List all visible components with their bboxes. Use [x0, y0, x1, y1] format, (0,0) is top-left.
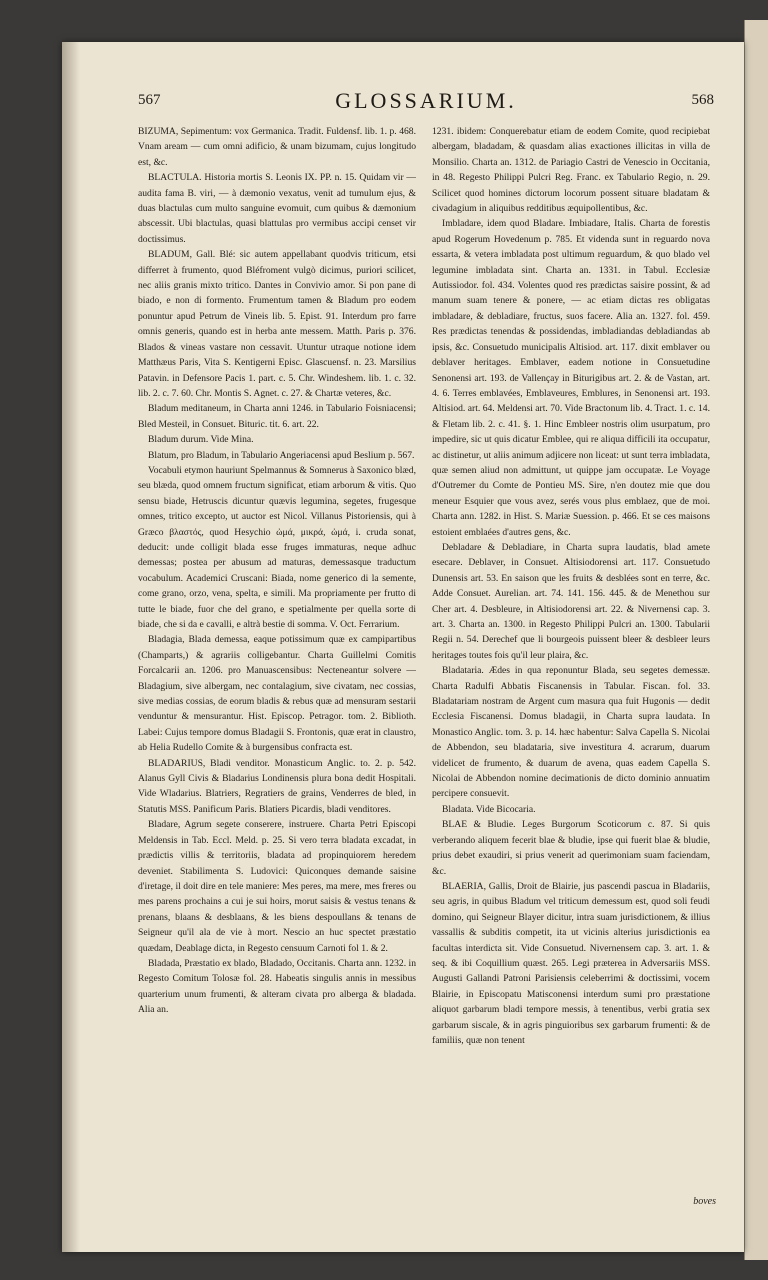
entry-bizuma: BIZUMA, Sepimentum: vox Germanica. Tradit. Fuldensf. lib. 1. p. 468. Vnam aream — cum omni adificio, & unam bizumam, cujus longitudo est, &c.: [138, 126, 416, 168]
right-column: [432, 124, 710, 1224]
entry-imbladare: Imbladare, idem quod Bladare. Imbiadare, Italis. Charta de forestis apud Rogerum Hovedenum p. 785. Et videnda sunt in reguardo nova essarta, & vetera imbladata post ultimum reguardum, & quo blado vel legumine imbladata sint. Charta an. 1331. in Tabul. Ecclesiæ Autissiodor. fol. 434. Volentes quod res prædictas saisire possint, & ad manum suam tenere & ponere, — ac etiam dictas res obligatas imbladare, & debladiare, fructus, suos facere. Alia an. 1327. fol. 459. Res prædictas tenendas & possidendas, imbladiandas debladiandas ab ipsis, &c. Consuetudo municipalis Altisiod. art. 117. dixit emblaver ou deblaver heritages. Emblaver, eadem notione in Consuetudine Senonensi art. 193. de Vallençay in Biturigibus art. 2. & de Vastan, art. 4. 6. Terres emblavées, Emblaveures, Emblures, in Senonensi art. 193. Altisiod. art. 64. Meldensi art. 70. Vide Bractonum lib. 4. Tract. 1. c. 14. & Fletam lib. 2. c. 41. §. 1. Hinc Embleer nostris olim usurpatum, pro impedire, sic ut quis dicatur Emblee, qui re aliqua difficili ita occupatur, ac distinetur, ut aliis animum adjicere non liceat: ut sunt terra imbladata, quæ semen aliud non admittunt, ut quippe jam occupatæ. Le Voyage d'Outremer du Comte de Pontieu MS. Sire, n'en doutez mie que dou meneur Esquier que vous avez, serés vous plus emblaez, que de moi. Charta ann. 1282. in Hist. S. Mariæ Suession. p. 466. Et se ces maisons estoient emblaées d'autres gens, &c.: [432, 218, 710, 538]
page-title: GLOSSARIUM.: [335, 88, 517, 113]
entry-bladada: Bladada, Præstatio ex blado, Bladado, Occitanis. Charta ann. 1232. in Regesto Comitum Tolosæ fol. 28. Habeatis singulis annis in messibus quarterium unum frumenti, & alteram civata pro alberga & bladada. Alia an.: [138, 957, 416, 1016]
page-header: [138, 88, 714, 118]
entry-bladum-meditaneum: Bladum meditaneum, in Charta anni 1246. in Tabulario Foisniacensi; Bled Mesteil, in Consuet. Bituric. tit. 6. art. 22.: [138, 403, 416, 430]
entry-blaeria: BLAERIA, Gallis, Droit de Blairie, jus pascendi pascua in Bladariis, seu agris, in quibus Bladum vel triticum demessum est, quod soli feudi domino, qui Seigneur Blayer dicitur, intra suam jurisdictionem, & illius vassallis & subditis competit, ita ut vicinis alterius jurisdictionis ea facultas interdicta sit. Vide Consuetud. Nivernensem cap. 3. art. 1. & seq. & ibi Coquillium quæst. 265. Legi præterea in Adversariis MSS. Augusti Gallandi Patroni Parisiensis celeberrimi & doctissimi, vocem Blairie, in Episcopatu Matisconensi interdum sumi pro præstatione aliquot garbarum bladi tempore messis, à tenentibus, verbi gratia sex garbarum siscale, & in agris pinguioribus sex garbarum frumenti: & de familiis, quæ non tenent: [432, 880, 710, 1046]
entry-debladare: Debladare & Debladiare, in Charta supra laudatis, blad amete esecare. Deblaver, in Consuet. Altisiodorensi art. 117. Consuetudo Dunensis art. 53. En saison que les fruits & desblées sont en terre, &c. Adde Consuet. Aurelian. art. 74. 141. 156. 445. & de Menethou sur Cher art. 4. Desbleure, in Altisiodorensi art. 22. & Nivernensi cap. 3. art. 3. Charta an. 1300. in Regesto Philippi Pulcri an. 1300. Tabularii Regii n. 54. Derechef que li bourgeois puissent bleer & desbleer leurs heritages toutes fois qu'il leur plaira, &c.: [432, 541, 710, 661]
entry-bladataria: Bladataria. Ædes in qua reponuntur Blada, seu segetes demessæ. Charta Radulfi Abbatis Fiscanensis in Tabular. Fiscan. fol. 33. Bladatariam nostram de Argent cum masura qua fuit Hugonis — dedit Ecclesia Fiscanensi. Domus bladagii, in Charta supra laudata. In Monastico Anglic. tom. 3. p. 14. hæc habentur: Salva Capella S. Nicolai de Abbendon, seu bladataria, sive investitura 4. acrarum, duarum videlicet de frumento, & duarum de avena, quas eadem Capella S. Nicolai de Abbendon nomine decimationis de dicto dominio annuatim percipere consuevit.: [432, 665, 710, 800]
entry-bladata: Bladata. Vide Bicocaria.: [442, 803, 536, 815]
next-page-edge: [744, 20, 768, 1260]
page-number-left: 567: [138, 92, 161, 108]
gutter-shadow: [62, 42, 80, 1252]
entry-bladada-cont: 1231. ibidem: Conquerebatur etiam de eodem Comite, quod recipiebat albergam, bladadam, & quasdam alias exactiones illicitas in villa de Monsilio. Charta an. 1312. de Pariagio Castri de Venescio in Occitania, in 48. Regesto Philippi Pulcri Reg. Franc. ex Tabulario Regio, n. 29. Scilicet quod homines dictorum locorum possent situare bladatam & civadagium in aliquibus redditibus æquipollentibus, &c.: [432, 126, 710, 215]
entry-bladare: Bladare, Agrum segete conserere, instruere. Charta Petri Episcopi Meldensis in Tab. Eccl. Meld. p. 25. Si vero terra bladata excadat, in prædictis villis & territoriis, bladata ad propinquiorem heredem deveniet. Stabilimenta S. Ludovici: Quiconques demande saisine d'iretage, il doit dire en tele maniere: Mes peres, ma mere, mes freres ou mes parens prochains a cui je sui hoirs, morut saisis & vestus tenans & prenans, blaans & desblaans, & les biens despoullans & tenans de Seigneur qu'il ala de vie à mort. Nescio an huc spectet præstatio quædam, Deablage dicta, in Regesto censuum Carnoti fol 1. & 2.: [138, 819, 416, 954]
entry-blae: BLAE & Bludie. Leges Burgorum Scoticorum c. 87. Si quis verberando aliquem fecerit blae & bludie, ipse qui fuerit blae & bludie, prius debet exaudiri, si prius venerit ad querimoniam suam faciendam, &c.: [432, 819, 710, 877]
left-column: [138, 124, 416, 1224]
entry-bladagia: Bladagia, Blada demessa, eaque potissimum quæ ex campipartibus (Champarts,) & agrariis colligebantur. Charta Guillelmi Comitis Forcalcarii an. 1206. pro Manuascensibus: Necteneantur solvere — Bladagium, sive albergam, nec contalagium, sive civatam, nec cossias, sive medias cossias, de eorum bladis & rebus quæ ad mensuram sestarii venduntur & mensurantur. Hist. Episcop. Petragor. tom. 2. Biblioth. Labei: Cujus tempore domus Bladagii S. Frontonis, quæ erat in claustro, ab Helia Rudello Comite & à burgensibus confracta est.: [138, 634, 416, 754]
entry-blactula: BLACTULA. Historia mortis S. Leonis IX. PP. n. 15. Quidam vir — audita fama B. viri, — à dæmonio vexatus, venit ad tumulum ejus, & duas blactulas cum multo sanguine evomuit, cum quibus & dæmonium abscessit. Ubi blactulas, quasi blattulas pro vermibus accipi censet vir doctissimus.: [138, 172, 416, 245]
catchword: boves: [693, 1196, 716, 1207]
entry-etymon: Vocabuli etymon hauriunt Spelmannus & Somnerus à Saxonico blæd, seu blæda, quod omnem fructum significat, etiam arborum & vitis. Quo sensu biade, Hetruscis dicuntur quævis legumina, segetes, frugesque omnes, tritico excepto, ut auctor est Nicol. Villanus Pistoriensis, qui à Græco βλαστός, quod Hesychio ὠμά, μικρά, ὠμά, i. cruda sonat, deducit: unde colligit blada esse fruges immaturas, neque adhuc demessas; postea per abusum ad maturas, demessasque traductum vocabulum. Academici Cruscani: Biada, nome generico di la semente, come grano, orzo, vena, spelta, e simili. Ma propriamente per frutto di tutte le biade, fuor che del grano, e spetialmente per quella sorte di biade, che si da e cavalli, e altrà bestie di somma. V. Oct. Ferrarium.: [138, 464, 416, 630]
entry-bladum: BLADUM, Gall. Blé: sic autem appellabant quodvis triticum, etsi differret à frumento, quod Bléfroment vulgò dicimus, puriori scilicet, nec aliis granis mixto tritico. Dantes in Convivio amor. Si pon pane di biado, e non di formento. Frumentum tamen & Bladum pro eodem ponuntur apud Petrum de Vineis lib. 5. Epist. 91. Interdum pro farre omnis generis, quando est in herba ante messem. Matth. Paris p. 376. Blados & vineas vastare non cessavit. Utuntur utraque notione idem Matthæus Paris, Vita S. Kentigerni Episc. Glascuensf. n. 23. Marsilius Patavin. in Defensore Pacis 1. part. c. 5. Chr. Windeshem. lib. 1. c. 32. lib. 2. c. 7. 60. Chr. Montis S. Agnet. c. 27. & Chartæ veteres, &c.: [138, 249, 416, 399]
entry-blatum: Blatum, pro Bladum, in Tabulario Angeriacensi apud Beslium p. 567.: [148, 449, 415, 461]
entry-bladarius: BLADARIUS, Bladi venditor. Monasticum Anglic. to. 2. p. 542. Alanus Gyll Civis & Bladarius Londinensis plura bona dedit Hospitali. Vide Wladarius. Blatriers, Regratiers de grains, Venderres de bled, in Statutis MSS. Panificum Paris. Blatiers Picardis, bladi venditores.: [138, 757, 416, 815]
page-number-right: 568: [691, 92, 714, 108]
entry-bladum-durum: Bladum durum. Vide Mina.: [148, 434, 254, 446]
